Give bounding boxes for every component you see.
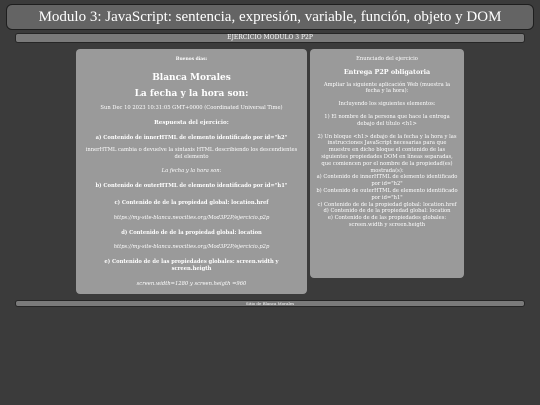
statement-title: Entrega P2P obligatoria: [343, 67, 431, 76]
statement-sub-d: d) Contenido de de la propiedad global: location: [323, 208, 451, 215]
statement-sub-c: c) Contenido de de la propiedad global: location.href: [317, 201, 457, 208]
statement-item-1: 1) El nombre de la persona que hace la entrega debajo del título <h1>: [324, 113, 450, 127]
footer: Sitio de Blanca Morales: [15, 300, 525, 307]
datetime-value: Sun Dec 10 2023 10:31:05 GMT+0000 (Coordinated Universal Time): [100, 105, 283, 112]
statement-intro: Ampliar la siguiente aplicación Web (muestra la fecha y la hora):: [323, 81, 451, 95]
section-e-heading: e) Contenido de de las propiedades globales: screen.width y screen.heigth: [104, 259, 279, 272]
datetime-title: La fecha y la hora son:: [134, 88, 249, 99]
section-e-value: screen.width=1280 y screen.heigth =960: [136, 280, 247, 287]
exercise-label: EJERCICIO MODULO 3 P2P: [15, 33, 525, 43]
statement-including: Incluyendo los siguientes elementos:: [338, 101, 436, 108]
author-name: Blanca Morales: [152, 72, 231, 83]
section-d-value: https://my-site-blanca.neocities.org/Mod3P2P/ejercicio.p2p: [113, 244, 270, 251]
section-a-heading: a) Contenido de innerHTML de elemento identificado por id="h2": [95, 134, 288, 141]
statement-sub-e: e) Contenido de de las propiedades globales: screen.width y screen.heigth: [327, 215, 447, 228]
section-b-heading: b) Contenido de outerHTML de elemento identificado por id="h1": [95, 183, 288, 190]
section-c-heading: c) Contenido de de la propiedad global: location.href: [114, 199, 269, 206]
greeting: Buenos días:: [175, 57, 208, 62]
section-d-heading: d) Contenido de de la propiedad global: location: [121, 229, 262, 236]
section-a-text: innerHTML cambia o devuelve la sintaxis HTML describiendo los descendientes del elemento: [85, 146, 298, 160]
statement-item-2: 2) Un bloque <h1> debajo de la fecha y la hora y las instrucciones JavaScript necesarias para que muestre en dicho bloque el contenido de las siguientes propiedades DOM en líneas separadas, que comiencen por el nombre de la propiedad(es) mostrada(s):: [317, 133, 457, 174]
section-c-value: https://my-site-blanca.neocities.org/Mod3P2P/ejercicio.p2p: [113, 214, 270, 221]
response-title: Respuesta del ejercicio:: [154, 120, 229, 127]
answer-panel: [76, 49, 307, 294]
statement-panel: [310, 49, 464, 278]
statement-sub-b: b) Contenido de outerHTML de elemento identificado por id="h1": [316, 187, 458, 201]
statement-sub-a: a) Contenido de innerHTML de elemento identificado por id="h2": [316, 174, 458, 188]
statement-heading: Enunciado del ejercicio: [356, 56, 418, 62]
section-a-value: La fecha y la hora son:: [161, 168, 222, 175]
page-title: Modulo 3: JavaScript: sentencia, expresión, variable, función, objeto y DOM: [6, 4, 534, 30]
